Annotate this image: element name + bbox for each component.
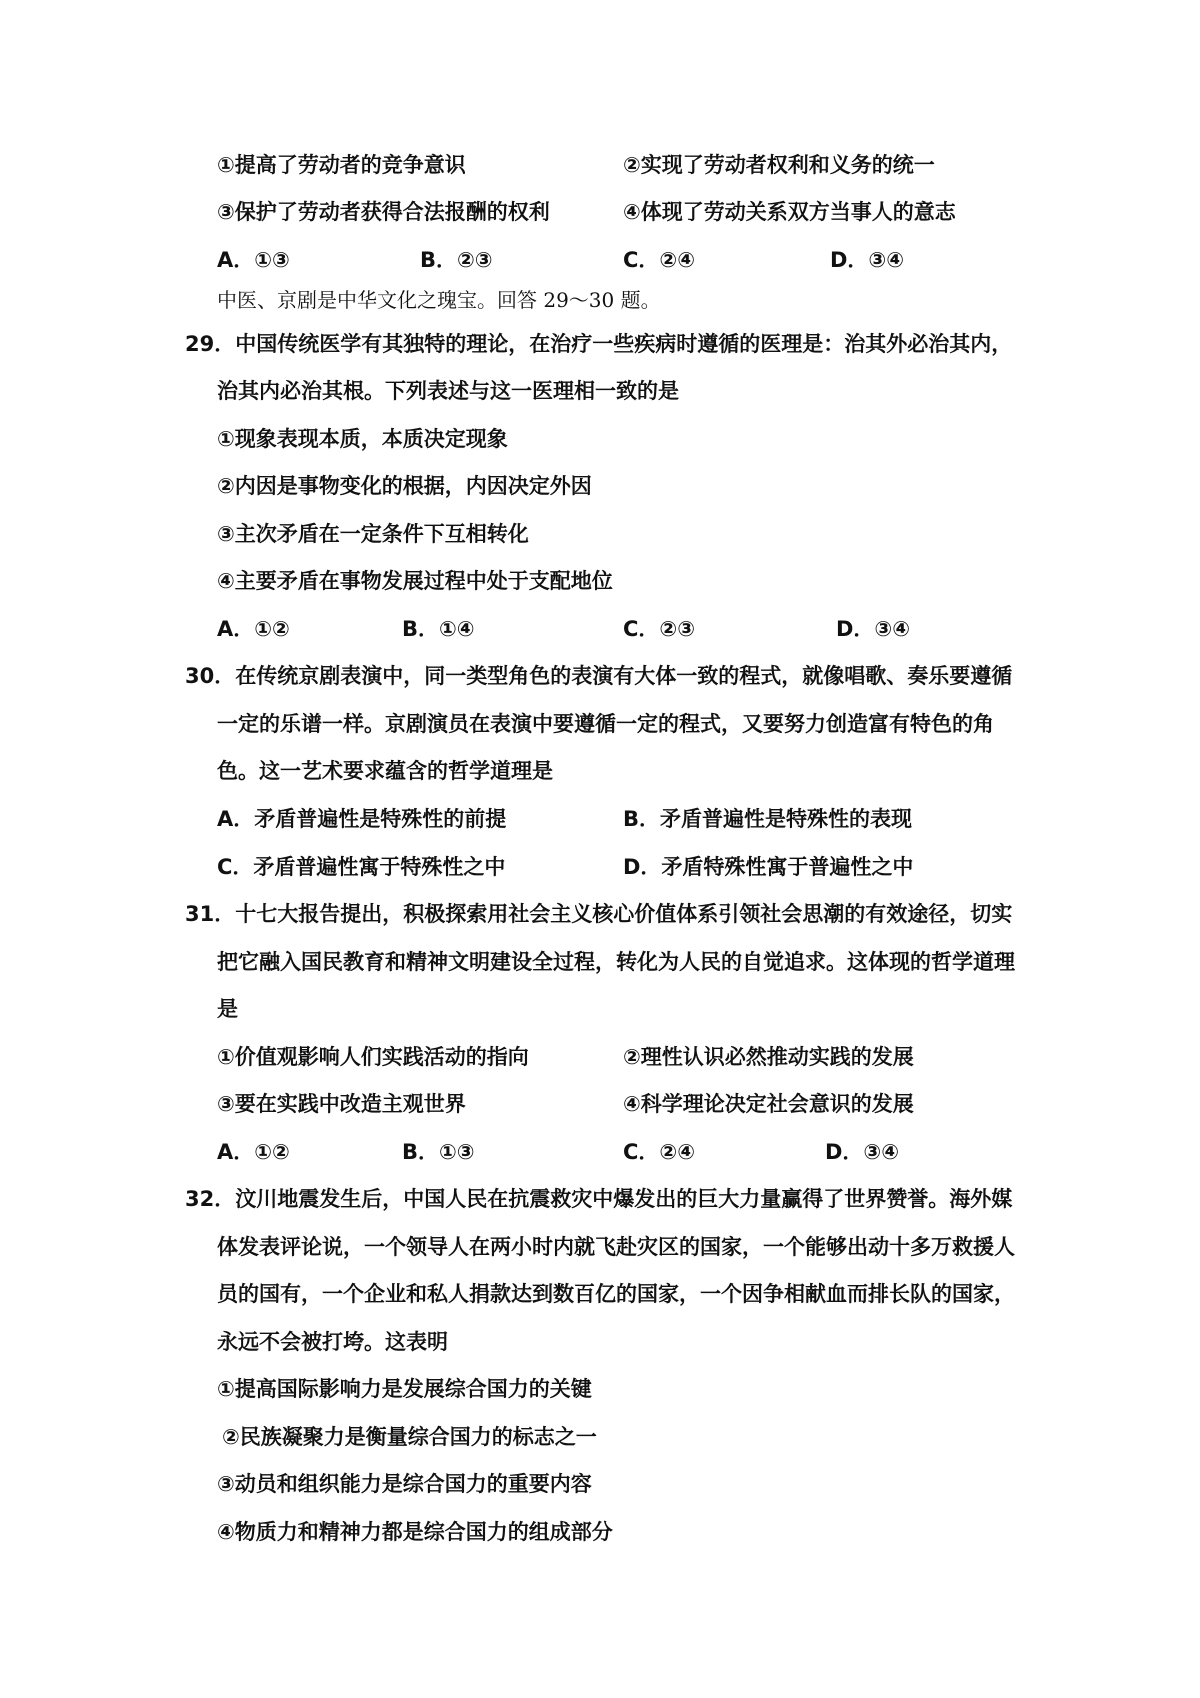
- q31-option-1: ①价值观影响人们实践活动的指向: [217, 1045, 529, 1069]
- q28-choice-b: B．②③: [420, 248, 493, 272]
- q32-stem-line-2: 体发表评论说，一个领导人在两小时内就飞赴灾区的国家，一个能够出动十多万救援人: [217, 1235, 1015, 1259]
- q32-stem-line-1: 32．汶川地震发生后，中国人民在抗震救灾中爆发出的巨大力量赢得了世界赞誉。海外媒: [185, 1187, 1013, 1211]
- q30-choice-b: B．矛盾普遍性是特殊性的表现: [623, 807, 913, 831]
- q32-option-2: ②民族凝聚力是衡量综合国力的标志之一: [222, 1425, 597, 1449]
- q30-stem-line-1: 30．在传统京剧表演中，同一类型角色的表演有大体一致的程式，就像唱歌、奏乐要遵循: [185, 664, 1013, 688]
- q30-choice-a: A．矛盾普遍性是特殊性的前提: [217, 807, 507, 831]
- q29-option-4: ④主要矛盾在事物发展过程中处于支配地位: [217, 569, 613, 593]
- q32-stem-line-3: 员的国有，一个企业和私人捐款达到数百亿的国家，一个因争相献血而排长队的国家，: [217, 1282, 1015, 1306]
- q28-choice-a: A．①③: [217, 248, 290, 272]
- q29-option-2: ②内因是事物变化的根据，内因决定外因: [217, 474, 592, 498]
- q32-option-1: ①提高国际影响力是发展综合国力的关键: [217, 1377, 592, 1401]
- q28-choice-c: C．②④: [623, 248, 695, 272]
- q29-choice-b: B．①④: [402, 617, 475, 641]
- q31-option-3: ③要在实践中改造主观世界: [217, 1092, 466, 1116]
- q29-choice-d: D．③④: [836, 617, 910, 641]
- q31-stem-line-3: 是: [217, 997, 238, 1021]
- q32-option-3: ③动员和组织能力是综合国力的重要内容: [217, 1472, 592, 1496]
- q32-stem-line-4: 永远不会被打垮。这表明: [217, 1330, 448, 1354]
- q28-option-1: ①提高了劳动者的竞争意识: [217, 153, 466, 177]
- q31-choice-c: C．②④: [623, 1140, 695, 1164]
- q29-choice-c: C．②③: [623, 617, 695, 641]
- q31-option-4: ④科学理论决定社会意识的发展: [623, 1092, 914, 1116]
- q28-option-3: ③保护了劳动者获得合法报酬的权利: [217, 200, 550, 224]
- q31-option-2: ②理性认识必然推动实践的发展: [623, 1045, 914, 1069]
- q31-choice-a: A．①②: [217, 1140, 290, 1164]
- q28-choice-d: D．③④: [830, 248, 904, 272]
- q31-choice-b: B．①③: [402, 1140, 475, 1164]
- q30-stem-line-2: 一定的乐谱一样。京剧演员在表演中要遵循一定的程式，又要努力创造富有特色的角: [217, 712, 994, 736]
- q28-option-2: ②实现了劳动者权利和义务的统一: [623, 153, 935, 177]
- q29-option-1: ①现象表现本质，本质决定现象: [217, 427, 508, 451]
- section-intro: 中医、京剧是中华文化之瑰宝。回答 29～30 题。: [217, 288, 661, 312]
- q29-choice-a: A．①②: [217, 617, 290, 641]
- q29-stem-line-1: 29．中国传统医学有其独特的理论，在治疗一些疾病时遵循的医理是：治其外必治其内，: [185, 332, 1013, 356]
- q30-stem-line-3: 色。这一艺术要求蕴含的哲学道理是: [217, 759, 553, 783]
- q29-stem-line-2: 治其内必治其根。下列表述与这一医理相一致的是: [217, 379, 679, 403]
- q31-stem-line-2: 把它融入国民教育和精神文明建设全过程，转化为人民的自觉追求。这体现的哲学道理: [217, 950, 1015, 974]
- q31-choice-d: D．③④: [825, 1140, 899, 1164]
- q29-option-3: ③主次矛盾在一定条件下互相转化: [217, 522, 529, 546]
- q31-stem-line-1: 31．十七大报告提出，积极探索用社会主义核心价值体系引领社会思潮的有效途径，切实: [185, 902, 1013, 926]
- q32-option-4: ④物质力和精神力都是综合国力的组成部分: [217, 1520, 613, 1544]
- q30-choice-c: C．矛盾普遍性寓于特殊性之中: [217, 855, 506, 879]
- q30-choice-d: D．矛盾特殊性寓于普遍性之中: [623, 855, 914, 879]
- q28-option-4: ④体现了劳动关系双方当事人的意志: [623, 200, 956, 224]
